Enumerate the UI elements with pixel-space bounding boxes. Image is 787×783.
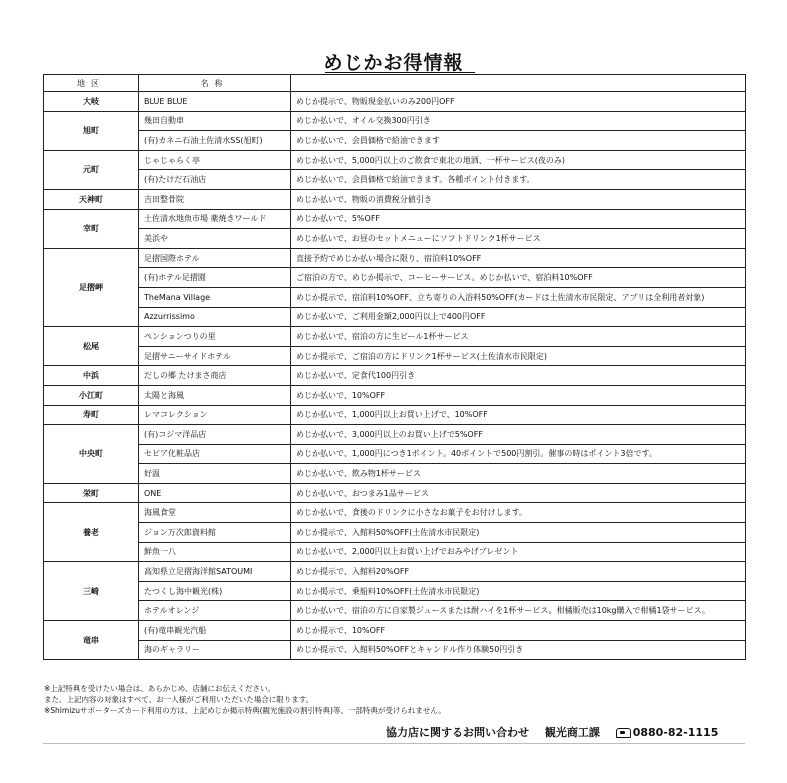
benefit-cell: めじか提示で、物販現金払いのみ200円OFF	[291, 92, 746, 112]
area-cell: 大岐	[44, 92, 139, 112]
area-cell: 竜串	[44, 621, 139, 660]
header-area: 地区	[44, 75, 139, 92]
shop-name-cell: 足摺サニーサイドホテル	[139, 346, 291, 366]
table-row	[44, 464, 746, 484]
shop-name-cell: 吉田整骨院	[139, 189, 291, 209]
benefit-cell: めじか払いで、オイル交換300円引き	[291, 111, 746, 131]
page-title: めじかお得情報	[323, 52, 464, 74]
area-cell: 栄町	[44, 483, 139, 503]
shop-name-cell: だしの郷 たけまさ商店	[139, 366, 291, 386]
header-benefit	[291, 75, 746, 92]
benefit-cell: めじか払いで、ご利用金額2,000円以上で400円OFF	[291, 307, 746, 327]
shop-name-cell: ホテルオレンジ	[139, 601, 291, 621]
benefit-cell: 直接予約でめじか払い場合に限り、宿泊料10%OFF	[291, 248, 746, 268]
table-row	[44, 503, 746, 523]
table-row	[44, 268, 746, 288]
shop-name-cell: TheMana Village	[139, 287, 291, 307]
shop-name-cell: たつくし海中観光(株)	[139, 581, 291, 601]
shop-name-cell: セピア化粧品店	[139, 444, 291, 464]
area-cell: 中浜	[44, 366, 139, 386]
table-row	[44, 209, 746, 229]
table-row	[44, 542, 746, 562]
phone-number: 0880-82-1115	[632, 726, 719, 739]
contact-label: 協力店に関するお問い合わせ	[386, 726, 529, 739]
benefit-cell: めじか払いで、食後のドリンクに小さなお菓子をお付けします。	[291, 503, 746, 523]
benefit-cell: めじか払いで、10%OFF	[291, 385, 746, 405]
table-row	[44, 346, 746, 366]
table-row	[44, 307, 746, 327]
benefit-cell: めじか提示で、宿泊料10%OFF、立ち寄りの入浴料50%OFF(カードは土佐清水市民限定、アプリは全利用者対象)	[291, 287, 746, 307]
contact-dept: 観光商工課	[544, 726, 600, 739]
benefit-cell: めじか払いで、お昼のセットメニューにソフトドリンク1杯サービス	[291, 229, 746, 249]
table-row	[44, 170, 746, 190]
table-row	[44, 327, 746, 347]
benefit-cell: めじか払いで、3,000円以上のお買い上げで5%OFF	[291, 425, 746, 445]
benefit-cell: めじか払いで、会員価格で給油できます。各種ポイント付きます。	[291, 170, 746, 190]
benefit-cell: めじか払いで、1,000円につき1ポイント。40ポイントで500円割引。催事の時はポイント3倍です。	[291, 444, 746, 464]
shop-name-cell: (有)ホテル足摺園	[139, 268, 291, 288]
table-row	[44, 189, 746, 209]
table-row	[44, 111, 746, 131]
area-cell: 幸町	[44, 209, 139, 248]
shop-name-cell: (有)竜串観光汽船	[139, 621, 291, 641]
area-cell: 中央町	[44, 425, 139, 484]
contact-phone	[616, 726, 719, 739]
contact-line	[386, 724, 718, 740]
table-row	[44, 92, 746, 112]
note-2: また、上記内容の対象はすべて、お一人様がご利用いただいた場合に限ります。	[44, 695, 314, 704]
table-row	[44, 562, 746, 582]
table-row	[44, 621, 746, 641]
note-1: ※上記特典を受けたい場合は、あらかじめ、店舗にお伝えください。	[44, 684, 275, 693]
shop-name-cell: 足摺国際ホテル	[139, 248, 291, 268]
area-cell: 足摺岬	[44, 248, 139, 326]
shop-name-cell: (有)たけだ石油店	[139, 170, 291, 190]
title-underline	[325, 72, 475, 73]
area-cell: 天神町	[44, 189, 139, 209]
shop-name-cell: 鮮魚一八	[139, 542, 291, 562]
shop-name-cell: 海のギャラリー	[139, 640, 291, 660]
shop-name-cell: じゃじゃらく亭	[139, 150, 291, 170]
table-row	[44, 581, 746, 601]
table-row	[44, 640, 746, 660]
table-row	[44, 366, 746, 386]
table-row	[44, 444, 746, 464]
shop-name-cell: ペンションつりの里	[139, 327, 291, 347]
area-cell: 旭町	[44, 111, 139, 150]
area-cell: 松尾	[44, 327, 139, 366]
benefit-cell: めじか払いで、飲み物1杯サービス	[291, 464, 746, 484]
table-row	[44, 425, 746, 445]
shop-name-cell: ONE	[139, 483, 291, 503]
benefit-cell: めじか払いで、5,000円以上のご飲食で東北の地酒、一杯サービス(夜のみ)	[291, 150, 746, 170]
table-row	[44, 287, 746, 307]
shop-name-cell: BLUE BLUE	[139, 92, 291, 112]
benefit-cell: めじか掲示で、乗船料10%OFF(土佐清水市民限定)	[291, 581, 746, 601]
shop-name-cell: レマコレクション	[139, 405, 291, 425]
benefit-cell: めじか払いで、宿泊の方に自家製ジュースまたは酎ハイを1杯サービス。柑橘販売は10kg購入で柑橘1袋サービス。	[291, 601, 746, 621]
table-row	[44, 483, 746, 503]
shop-name-cell: 太陽と海風	[139, 385, 291, 405]
shop-name-cell: Azzurrissimo	[139, 307, 291, 327]
benefit-cell: めじか払いで、会員価格で給油できます	[291, 131, 746, 151]
phone-icon	[616, 728, 631, 738]
area-cell: 三崎	[44, 562, 139, 621]
shop-name-cell: 幾田自動車	[139, 111, 291, 131]
benefit-cell: ご宿泊の方で、めじか掲示で、コーヒーサービス。めじか払いで、宿泊料10%OFF	[291, 268, 746, 288]
table-row	[44, 150, 746, 170]
bottom-divider	[43, 743, 745, 744]
area-cell: 寿町	[44, 405, 139, 425]
table-row	[44, 131, 746, 151]
benefit-cell: めじか払いで、1,000円以上お買い上げで、10%OFF	[291, 405, 746, 425]
shop-name-cell: (有)カネニ石油土佐清水SS(旭町)	[139, 131, 291, 151]
shop-name-cell: ジョン万次郎資料館	[139, 523, 291, 543]
benefits-table	[43, 74, 746, 660]
header-name: 名称	[139, 75, 291, 92]
area-cell: 養老	[44, 503, 139, 562]
shop-name-cell: (有)コジマ洋品店	[139, 425, 291, 445]
table-row	[44, 248, 746, 268]
table-row	[44, 523, 746, 543]
benefit-cell: めじか払いで、5%OFF	[291, 209, 746, 229]
shop-name-cell: 好温	[139, 464, 291, 484]
table-body	[44, 92, 746, 660]
area-cell: 元町	[44, 150, 139, 189]
note-3: ※Shimizuサポーターズカード利用の方は、上記めじか掲示特典(観光施設の割引特典)等、一部特典が受けられません。	[44, 706, 446, 715]
benefit-cell: めじか払いで、2,000円以上お買い上げでおみやげプレゼント	[291, 542, 746, 562]
benefit-cell: めじか提示で、入館料50%OFFとキャンドル作り体験50円引き	[291, 640, 746, 660]
benefit-cell: めじか提示で、入館料50%OFF(土佐清水市民限定)	[291, 523, 746, 543]
table-row	[44, 385, 746, 405]
shop-name-cell: 海風食堂	[139, 503, 291, 523]
benefit-cell: めじか提示で、10%OFF	[291, 621, 746, 641]
benefit-cell: めじか払いで、宿泊の方に生ビール1杯サービス	[291, 327, 746, 347]
table-row	[44, 601, 746, 621]
benefit-cell: めじか払いで、定食代100円引き	[291, 366, 746, 386]
benefit-cell: めじか払いで、おつまみ1品サービス	[291, 483, 746, 503]
shop-name-cell: 土佐清水地魚市場 薬焼きワールド	[139, 209, 291, 229]
shop-name-cell: 高知県立足摺海洋館SATOUMI	[139, 562, 291, 582]
benefit-cell: めじか提示で、ご宿泊の方にドリンク1杯サービス(土佐清水市民限定)	[291, 346, 746, 366]
benefit-cell: めじか提示で、入館料20%OFF	[291, 562, 746, 582]
area-cell: 小江町	[44, 385, 139, 405]
shop-name-cell: 美浜や	[139, 229, 291, 249]
benefit-cell: めじか払いで、物販の消費税分値引き	[291, 189, 746, 209]
table-row	[44, 229, 746, 249]
table-row	[44, 405, 746, 425]
table-header-row	[44, 75, 746, 92]
